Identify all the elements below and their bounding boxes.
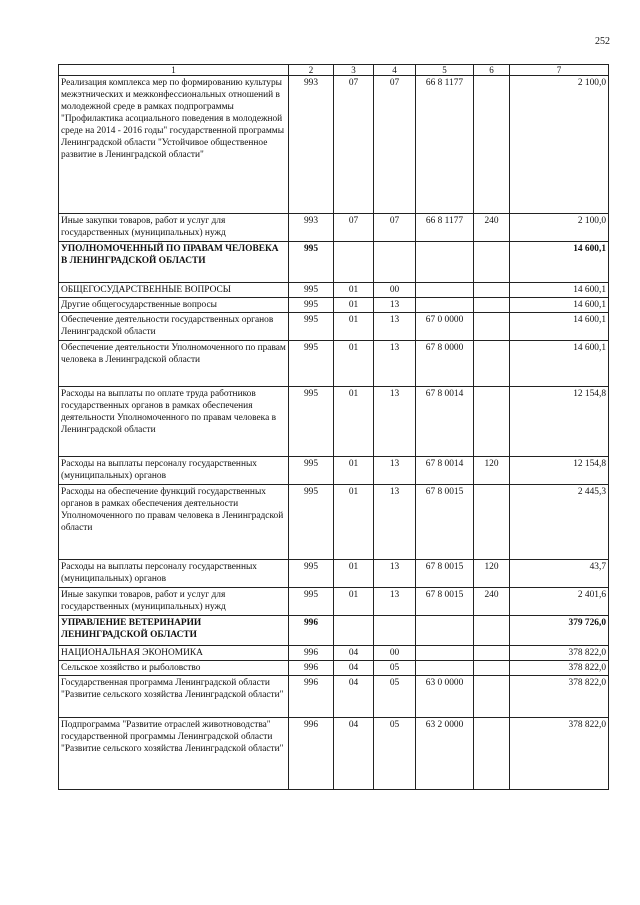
table-row <box>59 283 609 298</box>
row-pr-cell: 13 <box>374 560 416 588</box>
row-csr-cell: 67 8 0015 <box>416 560 474 588</box>
table-row <box>59 313 609 341</box>
table-row <box>59 676 609 718</box>
row-vr-cell <box>474 718 510 790</box>
row-vr-cell <box>474 485 510 560</box>
table-row <box>59 560 609 588</box>
row-csr-cell: 66 8 1177 <box>416 214 474 242</box>
row-name-cell: Другие общегосударственные вопросы <box>59 298 289 313</box>
row-sum-cell: 2 100,0 <box>510 76 609 214</box>
row-name-cell: Сельское хозяйство и рыболовство <box>59 661 289 676</box>
row-csr-cell: 63 0 0000 <box>416 676 474 718</box>
row-rz-cell: 01 <box>334 457 374 485</box>
row-sum-cell: 379 726,0 <box>510 616 609 646</box>
row-rz-cell: 07 <box>334 214 374 242</box>
row-csr-cell: 63 2 0000 <box>416 718 474 790</box>
row-rz-cell: 01 <box>334 341 374 387</box>
row-ved-cell: 996 <box>289 661 334 676</box>
budget-table <box>58 64 609 790</box>
row-csr-cell: 67 0 0000 <box>416 313 474 341</box>
row-rz-cell: 01 <box>334 560 374 588</box>
row-csr-cell <box>416 283 474 298</box>
row-pr-cell: 05 <box>374 661 416 676</box>
row-vr-cell <box>474 298 510 313</box>
row-pr-cell: 05 <box>374 676 416 718</box>
row-pr-cell: 00 <box>374 283 416 298</box>
row-ved-cell: 995 <box>289 560 334 588</box>
row-sum-cell: 12 154,8 <box>510 457 609 485</box>
row-vr-cell <box>474 661 510 676</box>
row-csr-cell: 67 8 0015 <box>416 485 474 560</box>
row-ved-cell: 995 <box>289 387 334 457</box>
row-sum-cell: 12 154,8 <box>510 387 609 457</box>
header-row <box>59 65 609 76</box>
row-csr-cell: 67 8 0014 <box>416 387 474 457</box>
row-ved-cell: 996 <box>289 718 334 790</box>
row-ved-cell: 996 <box>289 676 334 718</box>
row-name-cell: Реализация комплекса мер по формированию культуры межэтнических и межконфессиональных отношений в молодежной среде в рамках подпрограммы "Профилактика асоциального поведения в молодежной среде на 2014 - 2016 годы" государственной программы Ленинградской области "Устойчивое общественное развитие в Ленинградской области" <box>59 76 289 214</box>
row-sum-cell: 378 822,0 <box>510 646 609 661</box>
row-ved-cell: 995 <box>289 341 334 387</box>
row-vr-cell: 120 <box>474 457 510 485</box>
row-ved-cell: 995 <box>289 485 334 560</box>
row-vr-cell <box>474 646 510 661</box>
row-ved-cell: 993 <box>289 76 334 214</box>
row-name-cell: Расходы на выплаты персоналу государственных (муниципальных) органов <box>59 457 289 485</box>
row-csr-cell <box>416 242 474 283</box>
row-sum-cell: 14 600,1 <box>510 242 609 283</box>
row-ved-cell: 995 <box>289 242 334 283</box>
row-name-cell: УПОЛНОМОЧЕННЫЙ ПО ПРАВАМ ЧЕЛОВЕКА В ЛЕНИНГРАДСКОЙ ОБЛАСТИ <box>59 242 289 283</box>
row-csr-cell <box>416 616 474 646</box>
row-vr-cell <box>474 283 510 298</box>
table-row <box>59 661 609 676</box>
row-sum-cell: 378 822,0 <box>510 676 609 718</box>
header-cell: 3 <box>334 65 374 76</box>
header-cell: 2 <box>289 65 334 76</box>
row-sum-cell: 14 600,1 <box>510 313 609 341</box>
row-vr-cell <box>474 76 510 214</box>
row-name-cell: Государственная программа Ленинградской области "Развитие сельского хозяйства Ленинградской области" <box>59 676 289 718</box>
table-row <box>59 485 609 560</box>
row-pr-cell: 07 <box>374 214 416 242</box>
row-ved-cell: 995 <box>289 588 334 616</box>
row-rz-cell: 01 <box>334 298 374 313</box>
row-vr-cell <box>474 387 510 457</box>
table-row <box>59 718 609 790</box>
table-row <box>59 214 609 242</box>
table-row <box>59 457 609 485</box>
row-ved-cell: 993 <box>289 214 334 242</box>
row-sum-cell: 2 445,3 <box>510 485 609 560</box>
row-csr-cell: 67 8 0000 <box>416 341 474 387</box>
row-ved-cell: 995 <box>289 283 334 298</box>
row-ved-cell: 996 <box>289 646 334 661</box>
row-name-cell: ОБЩЕГОСУДАРСТВЕННЫЕ ВОПРОСЫ <box>59 283 289 298</box>
row-rz-cell: 04 <box>334 661 374 676</box>
header-cell: 5 <box>416 65 474 76</box>
row-name-cell: Расходы на выплаты персоналу государственных (муниципальных) органов <box>59 560 289 588</box>
row-vr-cell <box>474 242 510 283</box>
row-sum-cell: 2 100,0 <box>510 214 609 242</box>
row-pr-cell: 13 <box>374 485 416 560</box>
table-row <box>59 76 609 214</box>
row-csr-cell <box>416 646 474 661</box>
row-vr-cell <box>474 676 510 718</box>
row-vr-cell: 120 <box>474 560 510 588</box>
row-sum-cell: 14 600,1 <box>510 283 609 298</box>
row-name-cell: Обеспечение деятельности Уполномоченного по правам человека в Ленинградской области <box>59 341 289 387</box>
row-vr-cell: 240 <box>474 214 510 242</box>
row-ved-cell: 995 <box>289 298 334 313</box>
row-pr-cell: 13 <box>374 313 416 341</box>
row-pr-cell: 13 <box>374 341 416 387</box>
row-vr-cell <box>474 341 510 387</box>
table-row <box>59 588 609 616</box>
row-name-cell: УПРАВЛЕНИЕ ВЕТЕРИНАРИИ ЛЕНИНГРАДСКОЙ ОБЛАСТИ <box>59 616 289 646</box>
row-rz-cell: 04 <box>334 676 374 718</box>
header-cell: 4 <box>374 65 416 76</box>
table-row <box>59 646 609 661</box>
table-row <box>59 341 609 387</box>
row-rz-cell: 01 <box>334 313 374 341</box>
row-rz-cell <box>334 616 374 646</box>
row-sum-cell: 378 822,0 <box>510 661 609 676</box>
table-row <box>59 387 609 457</box>
row-name-cell: Обеспечение деятельности государственных органов Ленинградской области <box>59 313 289 341</box>
row-name-cell: Расходы на обеспечение функций государственных органов в рамках обеспечения деятельности Уполномоченного по правам человека в Ленинградской области <box>59 485 289 560</box>
row-pr-cell: 05 <box>374 718 416 790</box>
row-rz-cell: 04 <box>334 718 374 790</box>
row-rz-cell: 04 <box>334 646 374 661</box>
row-rz-cell: 01 <box>334 485 374 560</box>
row-pr-cell <box>374 242 416 283</box>
header-cell: 1 <box>59 65 289 76</box>
table-row <box>59 616 609 646</box>
row-rz-cell <box>334 242 374 283</box>
row-rz-cell: 01 <box>334 283 374 298</box>
table-row <box>59 298 609 313</box>
row-pr-cell: 13 <box>374 588 416 616</box>
row-name-cell: Подпрограмма "Развитие отраслей животноводства" государственной программы Ленинградской области "Развитие сельского хозяйства Ленинградской области" <box>59 718 289 790</box>
page-number: 252 <box>595 36 610 47</box>
row-sum-cell: 14 600,1 <box>510 341 609 387</box>
row-name-cell: Иные закупки товаров, работ и услуг для государственных (муниципальных) нужд <box>59 214 289 242</box>
row-rz-cell: 01 <box>334 387 374 457</box>
row-name-cell: Расходы на выплаты по оплате труда работников государственных органов в рамках обеспечения деятельности Уполномоченного по правам человека в Ленинградской области <box>59 387 289 457</box>
header-cell: 6 <box>474 65 510 76</box>
row-pr-cell: 13 <box>374 298 416 313</box>
row-ved-cell: 996 <box>289 616 334 646</box>
row-ved-cell: 995 <box>289 313 334 341</box>
row-sum-cell: 378 822,0 <box>510 718 609 790</box>
row-sum-cell: 14 600,1 <box>510 298 609 313</box>
header-cell: 7 <box>510 65 609 76</box>
row-csr-cell <box>416 298 474 313</box>
row-rz-cell: 07 <box>334 76 374 214</box>
row-sum-cell: 2 401,6 <box>510 588 609 616</box>
row-name-cell: Иные закупки товаров, работ и услуг для государственных (муниципальных) нужд <box>59 588 289 616</box>
row-pr-cell: 13 <box>374 457 416 485</box>
row-name-cell: НАЦИОНАЛЬНАЯ ЭКОНОМИКА <box>59 646 289 661</box>
row-pr-cell: 00 <box>374 646 416 661</box>
row-pr-cell <box>374 616 416 646</box>
row-vr-cell: 240 <box>474 588 510 616</box>
row-ved-cell: 995 <box>289 457 334 485</box>
row-csr-cell: 67 8 0015 <box>416 588 474 616</box>
row-pr-cell: 13 <box>374 387 416 457</box>
table-row <box>59 242 609 283</box>
row-sum-cell: 43,7 <box>510 560 609 588</box>
row-vr-cell <box>474 616 510 646</box>
row-vr-cell <box>474 313 510 341</box>
table-body <box>59 76 609 790</box>
row-pr-cell: 07 <box>374 76 416 214</box>
row-csr-cell: 66 8 1177 <box>416 76 474 214</box>
row-rz-cell: 01 <box>334 588 374 616</box>
row-csr-cell <box>416 661 474 676</box>
row-csr-cell: 67 8 0014 <box>416 457 474 485</box>
